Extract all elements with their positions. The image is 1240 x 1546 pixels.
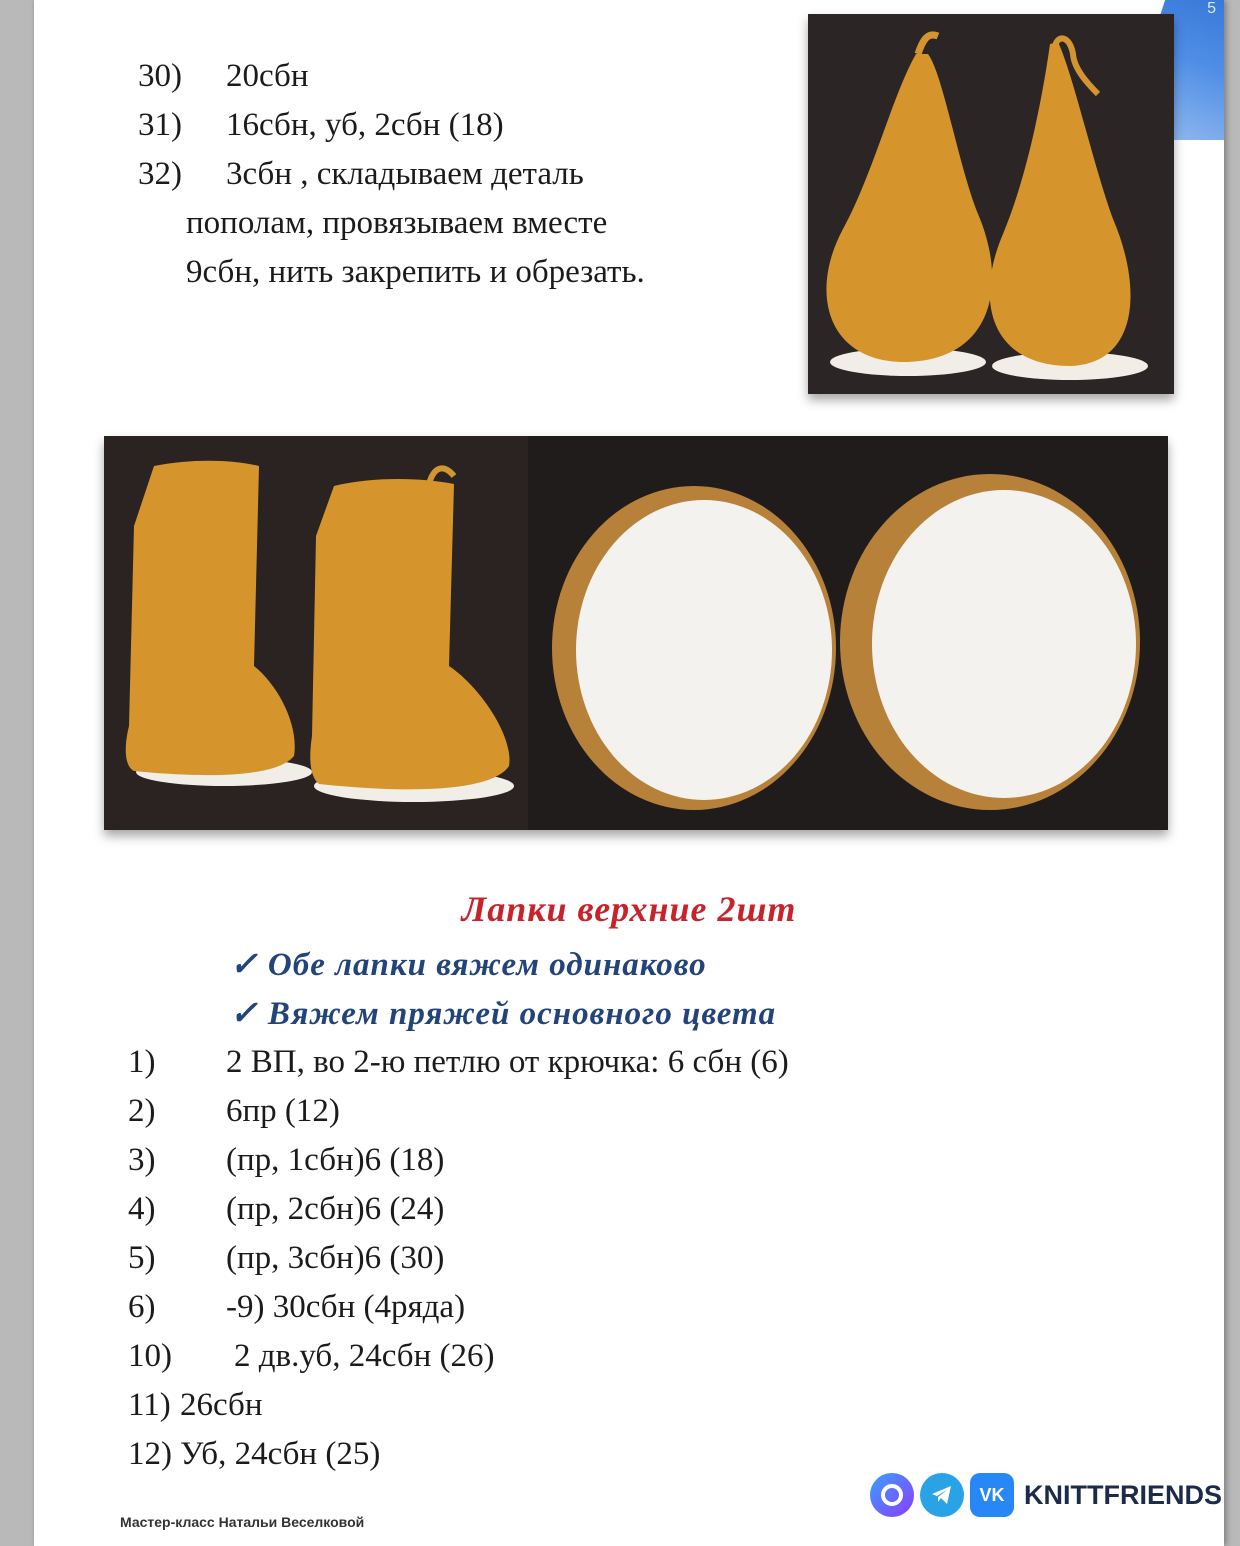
row-number: 30): [138, 58, 182, 94]
row-text: 2 ВП, во 2-ю петлю от крючка: 6 сбн (6): [226, 1044, 789, 1080]
row-text: (пр, 3сбн)6 (30): [226, 1240, 445, 1276]
row-text: Уб, 24сбн (25): [180, 1436, 381, 1472]
row-text: (пр, 1сбн)6 (18): [226, 1142, 445, 1178]
photo-boots-and-soles: [104, 436, 1168, 830]
row-text: (пр, 2сбн)6 (24): [226, 1191, 445, 1227]
vk-icon: VK: [970, 1473, 1014, 1517]
row-number: 5): [128, 1240, 156, 1276]
row-number: 31): [138, 107, 182, 143]
social-watermark: [870, 1470, 1222, 1520]
row-text: 20сбн: [226, 58, 309, 94]
row-number: 6): [128, 1289, 156, 1325]
row-number: 4): [128, 1191, 156, 1227]
section-title: Лапки верхние 2шт: [461, 889, 797, 929]
row-number: 12): [128, 1436, 172, 1472]
row-text: 3сбн , складываем деталь: [226, 156, 584, 192]
check-line: ✓ Обе лапки вяжем одинаково: [230, 947, 707, 983]
sole-right: [840, 474, 1140, 810]
row-number: 32): [138, 156, 182, 192]
row-text: 2 дв.уб, 24сбн (26): [234, 1338, 495, 1374]
page-number: 5: [1207, 0, 1216, 17]
top-instructions: [138, 52, 645, 297]
main-instructions: [128, 1038, 789, 1479]
message-ring-icon: [870, 1473, 914, 1517]
row-text: 16сбн, уб, 2сбн (18): [226, 107, 504, 143]
photo-pear-parts: [808, 14, 1174, 394]
row-continuation: 9сбн, нить закрепить и обрезать.: [186, 254, 645, 290]
document-page: [34, 0, 1224, 1546]
row-text: 26сбн: [180, 1387, 263, 1423]
sole-left: [552, 486, 836, 810]
row-number: 1): [128, 1044, 156, 1080]
row-number: 2): [128, 1093, 156, 1129]
brand-name: KNITTFRIENDS: [1024, 1479, 1222, 1510]
row-number: 3): [128, 1142, 156, 1178]
row-text: -9) 30сбн (4ряда): [226, 1289, 466, 1325]
row-continuation: пополам, провязываем вместе: [186, 205, 608, 241]
row-text: 6пр (12): [226, 1093, 340, 1129]
telegram-icon: [920, 1473, 964, 1517]
check-line: ✓ Вяжем пряжей основного цвета: [230, 996, 777, 1032]
footer-credit: Мастер-класс Натальи Веселковой: [120, 1514, 365, 1530]
row-number: 10): [128, 1338, 172, 1374]
row-number: 11): [128, 1387, 171, 1423]
